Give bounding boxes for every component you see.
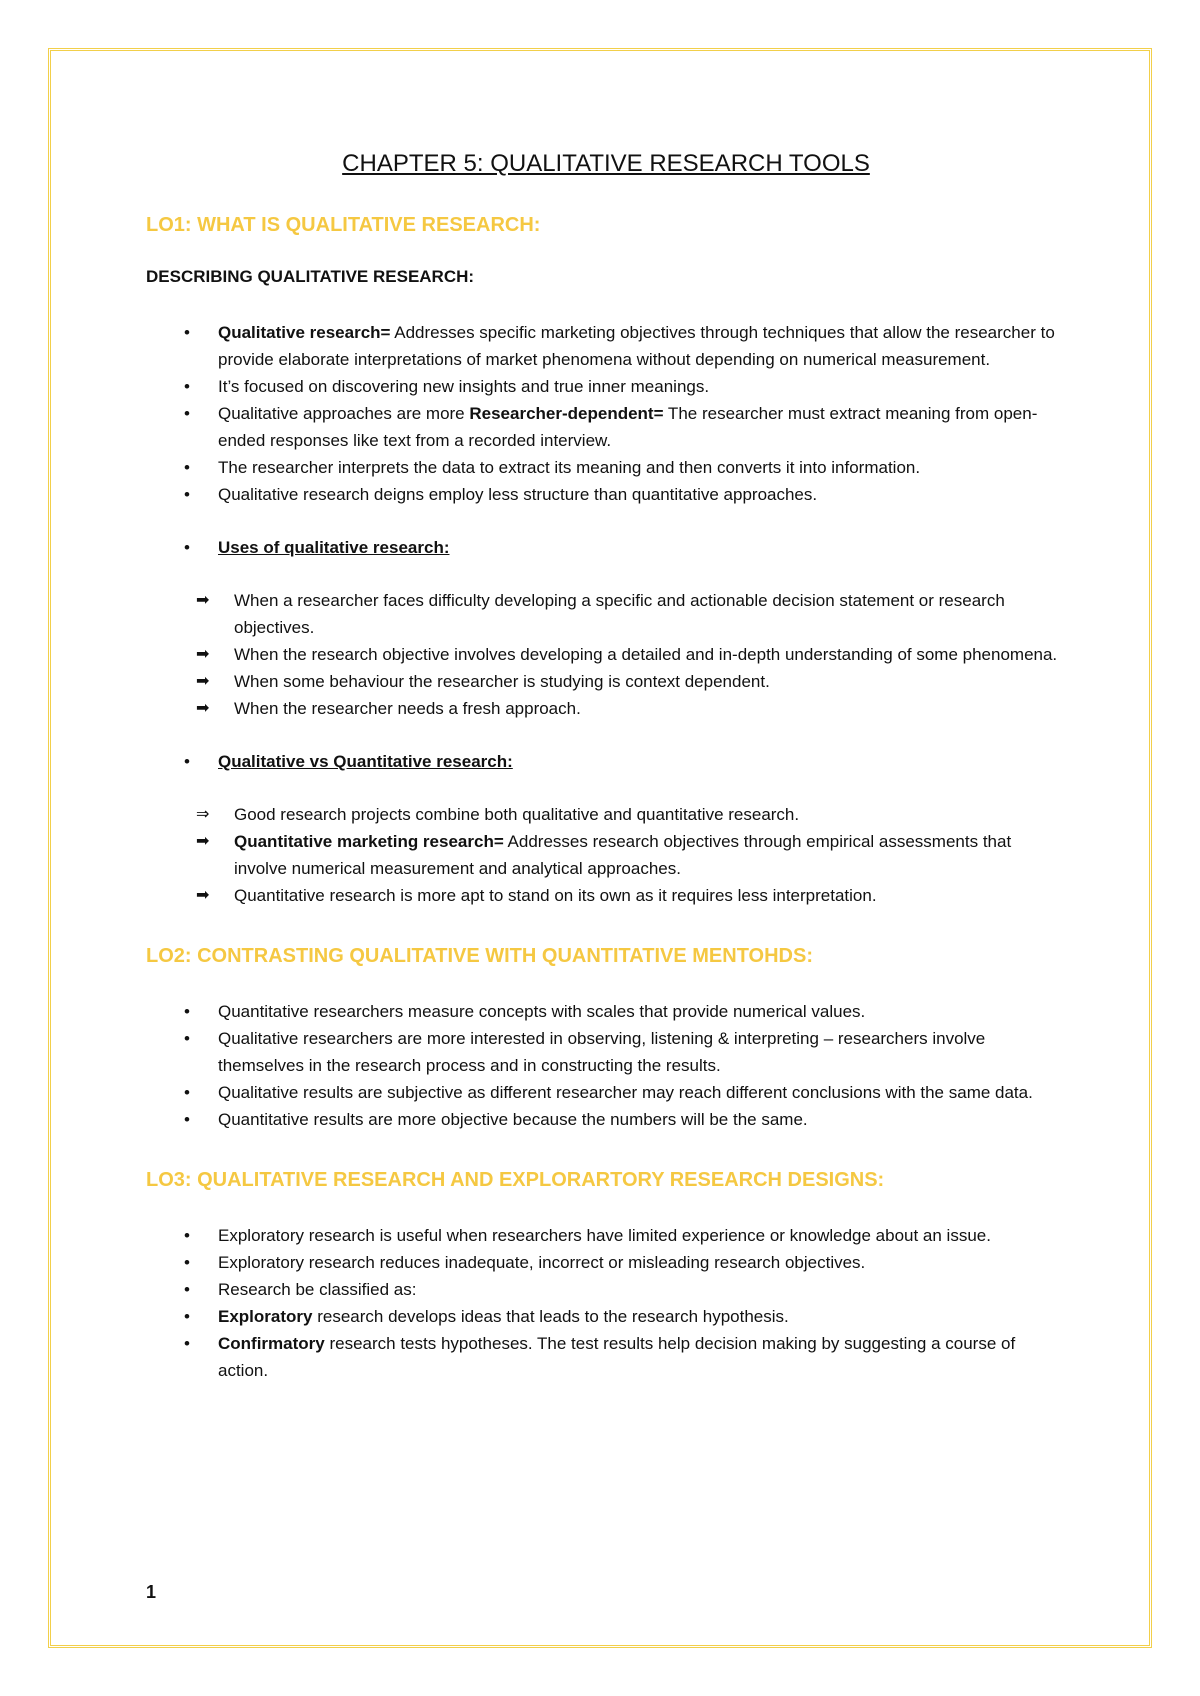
arrow-icon: ➡ <box>196 700 210 717</box>
list-item: • Confirmatory research tests hypotheses. The test results help decision making by suggesting a course of action. <box>146 1330 1066 1384</box>
lo2-bullet-list <box>146 998 1066 1133</box>
bullet-icon: • <box>184 485 190 504</box>
list-item: • Qualitative results are subjective as different researcher may reach different conclusions with the same data. <box>146 1079 1066 1106</box>
list-item: • Exploratory research develops ideas that leads to the research hypothesis. <box>146 1303 1066 1330</box>
list-item: • It’s focused on discovering new insights and true inner meanings. <box>146 373 1066 400</box>
list-item: ➡ When a researcher faces difficulty developing a specific and actionable decision statement or research objectives. <box>146 587 1066 641</box>
list-item: • Quantitative researchers measure concepts with scales that provide numerical values. <box>146 998 1066 1025</box>
bullet-icon: • <box>184 1083 190 1102</box>
bullet-icon: • <box>184 538 190 557</box>
bullet-icon: • <box>184 377 190 396</box>
thin-arrow-icon: ⇒ <box>196 806 210 823</box>
bullet-icon: • <box>184 404 190 423</box>
bullet-icon: • <box>184 1002 190 1021</box>
list-item: • Exploratory research reduces inadequate, incorrect or misleading research objectives. <box>146 1249 1066 1276</box>
list-item: • Qualitative approaches are more Researcher-dependent= The researcher must extract meaning from open-ended responses like text from a recorded interview. <box>146 400 1066 454</box>
list-item: • Qualitative research deigns employ less structure than quantitative approaches. <box>146 481 1066 508</box>
lo1-bullet-list <box>146 319 1066 508</box>
list-item: • Exploratory research is useful when researchers have limited experience or knowledge about an issue. <box>146 1222 1066 1249</box>
list-item: ➡ When the research objective involves developing a detailed and in-depth understanding of some phenomena. <box>146 641 1066 668</box>
bullet-icon: • <box>184 752 190 771</box>
uses-list <box>146 587 1066 722</box>
document-page <box>146 150 1066 1384</box>
bullet-icon: • <box>184 1110 190 1129</box>
lo1-heading: LO1: WHAT IS QUALITATIVE RESEARCH: <box>146 214 541 236</box>
list-item: • Quantitative results are more objective because the numbers will be the same. <box>146 1106 1066 1133</box>
bullet-icon: • <box>184 1029 190 1048</box>
list-item: • The researcher interprets the data to extract its meaning and then converts it into information. <box>146 454 1066 481</box>
bullet-icon: • <box>184 458 190 477</box>
list-item: ⇒ Good research projects combine both qualitative and quantitative research. <box>146 801 1066 828</box>
arrow-icon: ➡ <box>196 646 210 663</box>
lo1-subheading: DESCRIBING QUALITATIVE RESEARCH: <box>146 267 475 286</box>
term: Qualitative research= <box>218 323 391 342</box>
uses-heading-item <box>146 534 1066 561</box>
bullet-icon: • <box>184 323 190 342</box>
lo2-heading: LO2: CONTRASTING QUALITATIVE WITH QUANTITATIVE MENTOHDS: <box>146 945 814 967</box>
lo3-heading: LO3: QUALITATIVE RESEARCH AND EXPLORARTORY RESEARCH DESIGNS: <box>146 1169 885 1191</box>
list-item: ➡ Quantitative marketing research= Addresses research objectives through empirical assessments that involve numerical measurement and analytical approaches. <box>146 828 1066 882</box>
bullet-icon: • <box>184 1334 190 1353</box>
list-item: ➡ When the researcher needs a fresh approach. <box>146 695 1066 722</box>
term: Researcher-dependent= <box>469 404 664 423</box>
bullet-icon: • <box>184 1253 190 1272</box>
vs-list <box>146 801 1066 909</box>
vs-heading-item <box>146 748 1066 775</box>
list-item: • Qualitative researchers are more interested in observing, listening & interpreting – researchers involve themselves in the research process and in constructing the results. <box>146 1025 1066 1079</box>
list-item: • Research be classified as: <box>146 1276 1066 1303</box>
bullet-icon: • <box>184 1307 190 1326</box>
arrow-icon: ➡ <box>196 833 210 850</box>
list-item: ➡ Quantitative research is more apt to stand on its own as it requires less interpretation. <box>146 882 1066 909</box>
page-title: CHAPTER 5: QUALITATIVE RESEARCH TOOLS <box>342 150 870 177</box>
vs-heading: Qualitative vs Quantitative research: <box>218 752 513 771</box>
lo3-bullet-list <box>146 1222 1066 1384</box>
arrow-icon: ➡ <box>196 887 210 904</box>
bullet-icon: • <box>184 1280 190 1299</box>
uses-heading: Uses of qualitative research: <box>218 538 450 557</box>
list-item: • Qualitative research= Addresses specific marketing objectives through techniques that allow the researcher to provide elaborate interpretations of market phenomena without depending on numerical measurement. <box>146 319 1066 373</box>
term: Exploratory <box>218 1307 313 1326</box>
arrow-icon: ➡ <box>196 592 210 609</box>
term: Quantitative marketing research= <box>234 832 504 851</box>
term: Confirmatory <box>218 1334 325 1353</box>
arrow-icon: ➡ <box>196 673 210 690</box>
bullet-icon: • <box>184 1226 190 1245</box>
list-item: ➡ When some behaviour the researcher is studying is context dependent. <box>146 668 1066 695</box>
page-number: 1 <box>146 1582 157 1602</box>
